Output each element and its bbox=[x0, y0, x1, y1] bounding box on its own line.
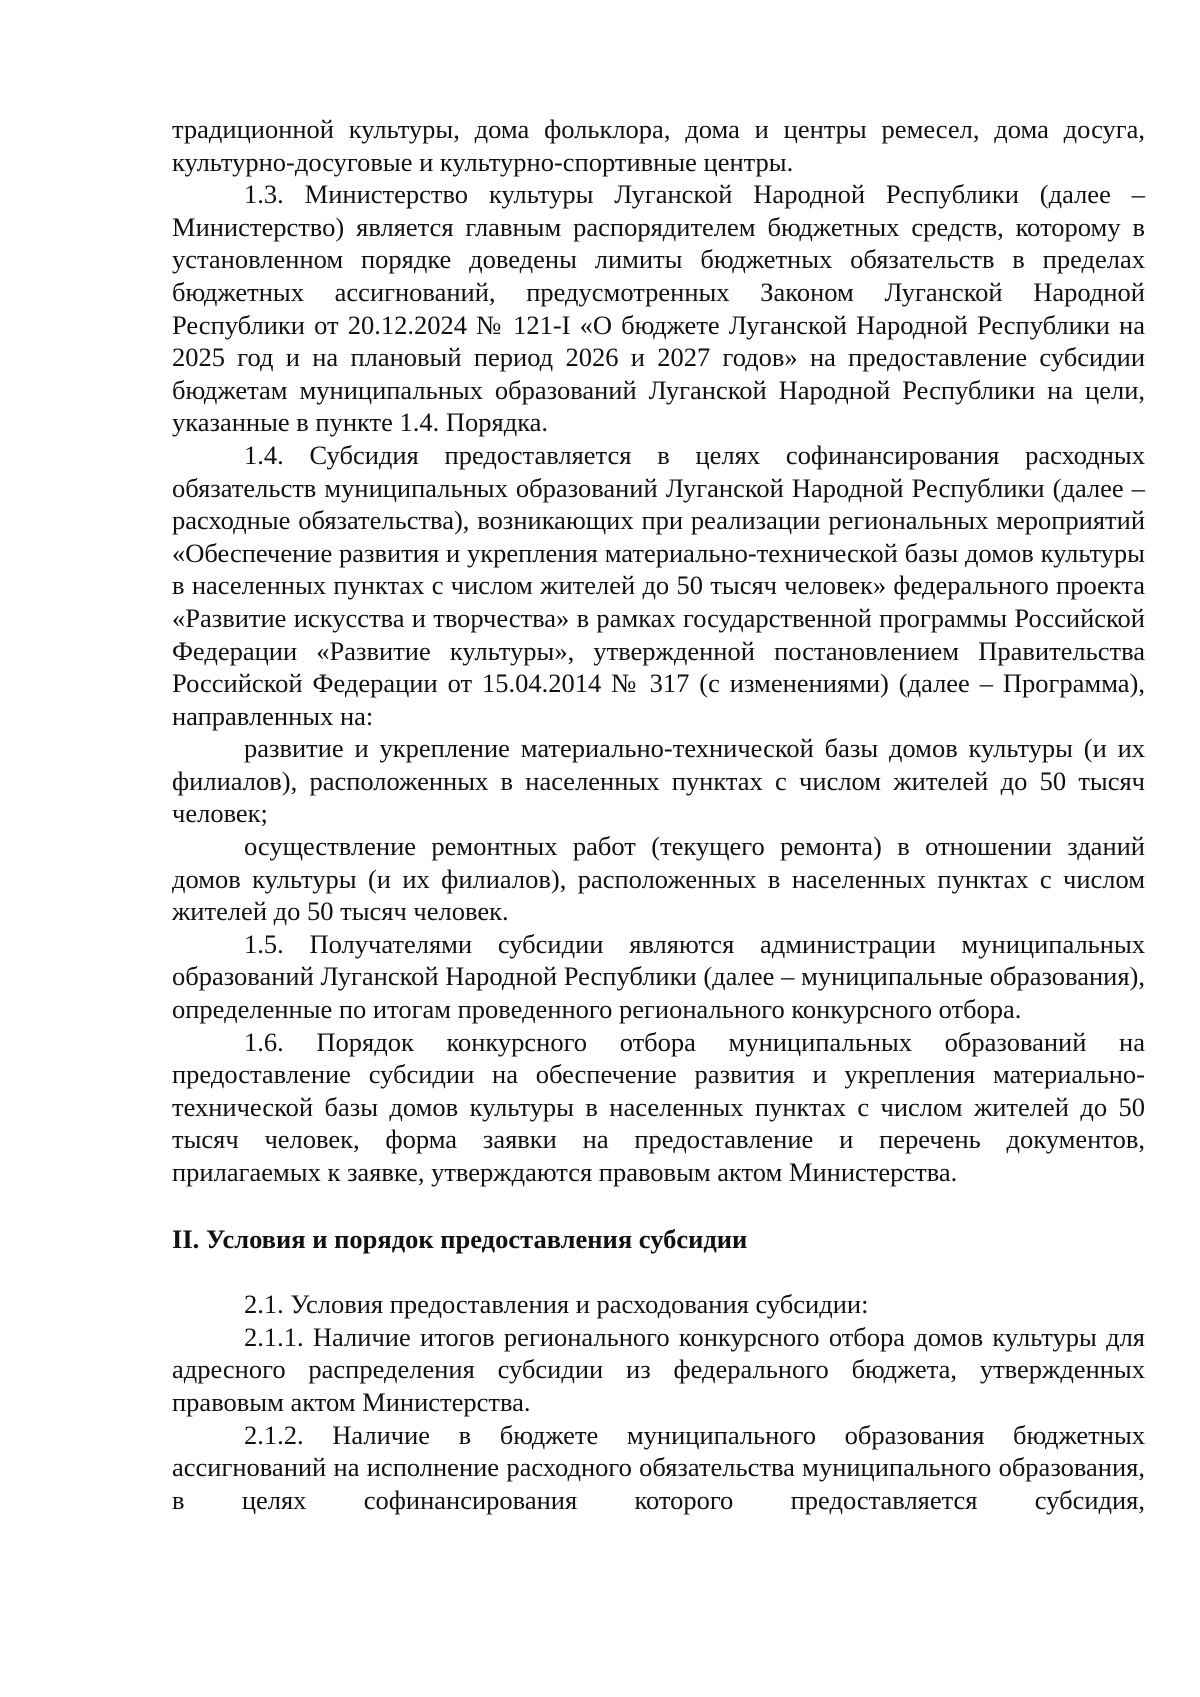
paragraph-1-4: 1.4. Субсидия предоставляется в целях софинансирования расходных обязательств муниципальных образований Луганской Народной Республики (далее – расходные обязательства), возникающих при реализации региональных мероприятий «Обеспечение развития и укрепления материально-технической базы домов культуры в населенных пунктах с числом жителей до 50 тысяч человек» федерального проекта «Развитие искусства и творчества» в рамках государственной программы Российской Федерации «Развитие культуры», утвержденной постановлением Правительства Российской Федерации от 15.04.2014 № 317 (с изменениями) (далее – Программа), направленных на: bbox=[172, 439, 1145, 731]
paragraph-continuation: традиционной культуры, дома фольклора, дома и центры ремесел, дома досуга, культурно-досуговые и культурно-спортивные центры. bbox=[172, 114, 1145, 177]
section-heading: II. Условия и порядок предоставления субсидии bbox=[172, 1223, 748, 1254]
document-page bbox=[172, 113, 1145, 1516]
paragraph-2-1-2: 2.1.2. Наличие в бюджете муниципального образования бюджетных ассигнований на исполнение расходного обязательства муниципального образования, в целях софинансирования которого предоставляется субсидия, bbox=[172, 1419, 1145, 1515]
paragraph-2-1: 2.1. Условия предоставления и расходования субсидии: bbox=[244, 1289, 869, 1320]
paragraph-1-6: 1.6. Порядок конкурсного отбора муниципальных образований на предоставление субсидии на обеспечение развития и укрепления материально-технической базы домов культуры в населенных пунктах с числом жителей до 50 тысяч человек, форма заявки на предоставление и перечень документов, прилагаемых к заявке, утверждаются правовым актом Министерства. bbox=[172, 1026, 1145, 1187]
paragraph-1-5: 1.5. Получателями субсидии являются администрации муниципальных образований Луганской Народной Республики (далее – муниципальные образования), определенные по итогам проведенного регионального конкурсного отбора. bbox=[172, 928, 1145, 1025]
paragraph-1-3: 1.3. Министерство культуры Луганской Народной Республики (далее – Министерство) является главным распорядителем бюджетных средств, которому в установленном порядке доведены лимиты бюджетных обязательств в пределах бюджетных ассигнований, предусмотренных Законом Луганской Народной Республики от 20.12.2024 № 121-I «О бюджете Луганской Народной Республики на 2025 год и на плановый период 2026 и 2027 годов» на предоставление субсидии бюджетам муниципальных образований Луганской Народной Республики на цели, указанные в пункте 1.4. Порядка. bbox=[172, 179, 1145, 438]
paragraph-1-4-item-1: развитие и укрепление материально-технической базы домов культуры (и их филиалов), расположенных в населенных пунктах с числом жителей до 50 тысяч человек; bbox=[172, 733, 1145, 829]
paragraph-2-1-1: 2.1.1. Наличие итогов регионального конкурсного отбора домов культуры для адресного распределения субсидии из федерального бюджета, утвержденных правовым актом Министерства. bbox=[172, 1321, 1145, 1417]
paragraph-1-4-item-2: осуществление ремонтных работ (текущего ремонта) в отношении зданий домов культуры (и их филиалов), расположенных в населенных пунктах с числом жителей до 50 тысяч человек. bbox=[172, 831, 1145, 927]
